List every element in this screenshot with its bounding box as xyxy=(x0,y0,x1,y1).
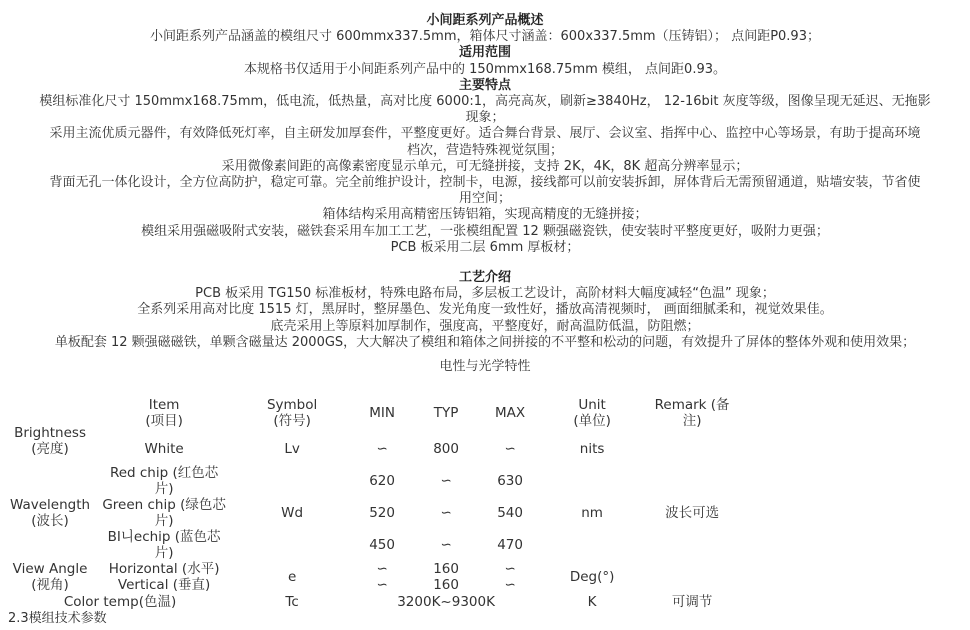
view-angle-label: View Angle (视角) xyxy=(12,561,88,593)
vertical-max: ∽ xyxy=(504,577,516,593)
process-line: 底壳采用上等原料加厚制作，强度高，平整度好，耐高温防低温，防阻燃； xyxy=(270,318,700,334)
green-min: 520 xyxy=(369,505,395,521)
features-line: 模组采用强磁吸附式安装，磁铁套采用车加工工艺，一张模组配置 12 颗强磁瓷铁，使安装时平整度更好，吸附力更强； xyxy=(141,223,829,239)
color-temp-unit: K xyxy=(587,594,597,610)
table-row xyxy=(6,561,742,577)
horizontal-sub: Horizontal (水平) xyxy=(108,561,220,577)
col-min: MIN xyxy=(369,405,395,421)
features-line: 采用微像素间距的高像素密度显示单元，可无缝拼接，支持 2K，4K，8K 超高分辨率显示； xyxy=(221,158,749,174)
vertical-sub: Vertical (垂直) xyxy=(117,577,211,593)
wavelength-symbol: Wd xyxy=(281,505,304,521)
green-max: 540 xyxy=(497,505,523,521)
process-line: PCB 板采用 TG150 标准板材，特殊电路布局，多层板工艺设计，高阶材料大幅度减轻“色温” 现象； xyxy=(195,286,775,302)
wavelength-unit: nm xyxy=(581,505,603,521)
features-line: 采用主流优质元器件，有效降低死灯率，自主研发加厚套件，平整度更好。适合舞台背景、展厅、会议室、指挥中心、监控中心等场景，有助于提高环境 xyxy=(49,126,921,142)
overview-title: 小间距系列产品概述 xyxy=(426,13,544,28)
wavelength-remark: 波长可选 xyxy=(665,505,720,521)
red-typ: ∽ xyxy=(440,473,452,489)
overview-text: 小间距系列产品涵盖的模组尺寸 600mmx337.5mm，箱体尺寸涵盖：600x337.5mm（压铸铝）； 点间距P0.93； xyxy=(150,29,820,45)
color-temp-range: 3200K~9300K xyxy=(397,594,495,610)
features-line: 用空间； xyxy=(458,191,511,207)
color-temp-remark: 可调节 xyxy=(671,594,713,610)
col-remark: Remark (备 注) xyxy=(654,397,730,429)
col-max: MAX xyxy=(495,405,526,421)
col-symbol: Symbol (符号) xyxy=(266,397,318,429)
features-title: 主要特点 xyxy=(458,77,511,93)
table-row xyxy=(6,465,742,497)
blue-chip-sub: BI니echip (蓝色芯 片) xyxy=(107,529,221,561)
table-header-row xyxy=(6,393,742,433)
blue-max: 470 xyxy=(497,537,523,553)
process-line: 单板配套 12 颗强磁磁铁，单颗含磁量达 2000GS，大大解决了模组和箱体之间拼接的不平整和松动的问题，有效提升了屏体的整体外观和使用效果； xyxy=(54,334,916,350)
brightness-max: ∽ xyxy=(504,441,516,457)
horizontal-typ: 160 xyxy=(433,561,459,577)
process-title: 工艺介绍 xyxy=(458,270,511,286)
features-line: PCB 板采用二层 6mm 厚板材； xyxy=(390,239,580,255)
brightness-unit: nits xyxy=(579,441,605,457)
red-max: 630 xyxy=(497,473,523,489)
brightness-symbol: Lv xyxy=(284,441,300,457)
features-line: 模组标准化尺寸 150mmx168.75mm，低电流，低热量，高对比度 6000:1，高亮高灰，刷新≥3840Hz， 12-16bit 灰度等级，图像呈现无延迟、无拖影 xyxy=(39,94,931,110)
color-temp-label: Color temp(色温) xyxy=(63,594,177,610)
section-footer: 2.3模组技术参数 xyxy=(8,611,107,626)
red-chip-sub: Red chip (红色芯 片) xyxy=(109,465,219,497)
spec-title: 电性与光学特性 xyxy=(439,359,531,375)
col-item: Item (项目) xyxy=(145,397,183,429)
features-line: 背面无孔一体化设计，全方位高防护，稳定可靠。完全前维护设计，控制卡，电源，接线都可以前安装拆卸，屏体背后无需预留通道，贴墙安装，节省使 xyxy=(49,175,921,191)
brightness-sub: White xyxy=(144,441,184,457)
wavelength-label: Wavelength (波长) xyxy=(10,497,91,529)
color-temp-symbol: Tc xyxy=(285,594,299,610)
brightness-min: ∽ xyxy=(376,441,388,457)
table-row xyxy=(6,433,742,465)
horizontal-min: ∽ xyxy=(376,561,388,577)
green-typ: ∽ xyxy=(440,505,452,521)
features-line: 箱体结构采用高精密压铸铝箱，实现高精度的无缝拼接； xyxy=(322,207,648,223)
table-row xyxy=(6,593,742,611)
features-line: 档次，营造特殊视觉氛围； xyxy=(406,142,563,158)
brightness-typ: 800 xyxy=(433,441,459,457)
blue-typ: ∽ xyxy=(440,537,452,553)
red-min: 620 xyxy=(369,473,395,489)
col-unit: Unit (单位) xyxy=(573,397,611,429)
view-angle-symbol: e xyxy=(287,569,297,585)
section-gap xyxy=(0,256,970,270)
view-angle-unit: Deg(°) xyxy=(569,569,615,585)
vertical-typ: 160 xyxy=(433,577,459,593)
scope-text: 本规格书仅适用于小间距系列产品中的 150mmx168.75mm 模组， 点间距0.93。 xyxy=(244,61,726,77)
process-line: 全系列采用高对比度 1515 灯，黑屏时，整屏墨色、发光角度一致性好，播放高清视频时， 画面细腻柔和，视觉效果佳。 xyxy=(137,302,833,318)
brightness-label: Brightness (亮度) xyxy=(14,425,86,457)
features-line: 现象； xyxy=(465,110,505,126)
scope-title: 适用范围 xyxy=(458,45,511,61)
horizontal-max: ∽ xyxy=(504,561,516,577)
col-typ: TYP xyxy=(433,405,459,421)
blue-min: 450 xyxy=(369,537,395,553)
spec-table xyxy=(6,393,742,611)
vertical-min: ∽ xyxy=(376,577,388,593)
green-chip-sub: Green chip (绿色芯 片) xyxy=(102,497,226,529)
